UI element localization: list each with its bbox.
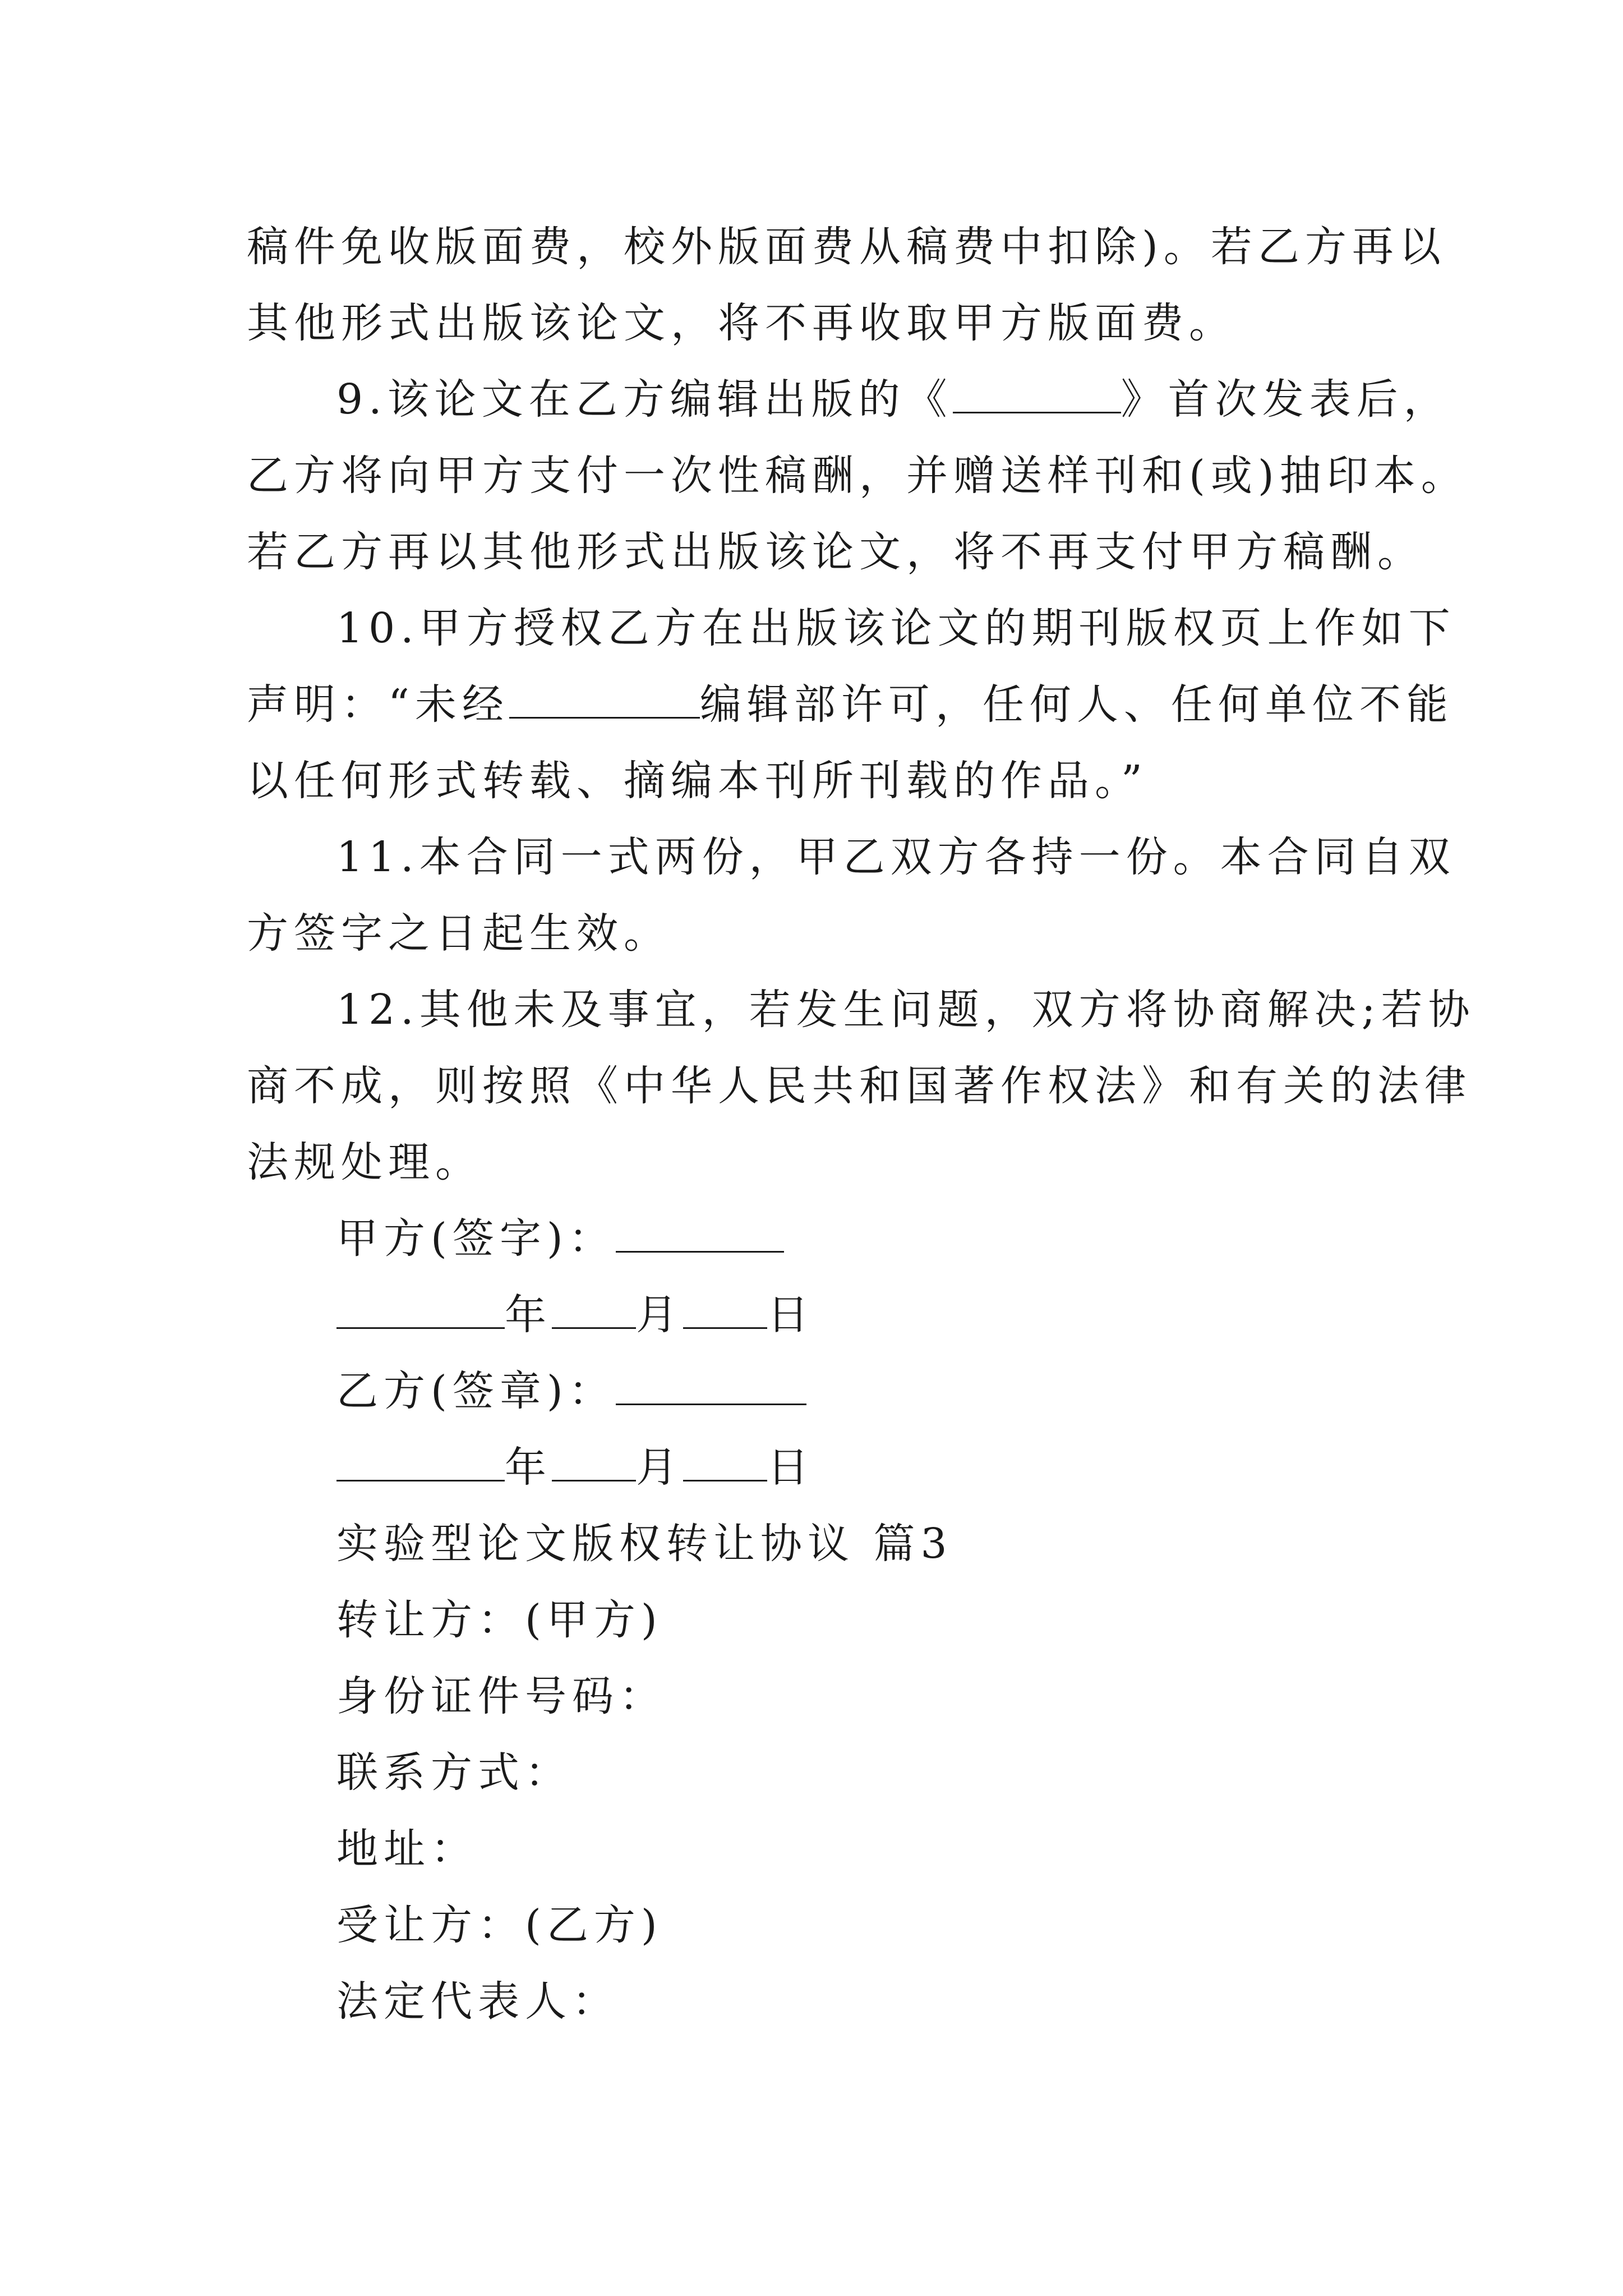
para9-text-b: 》首次发表后， <box>1121 375 1451 424</box>
section3-title: 实验型论文版权转让协议 篇3 <box>336 1520 953 1568</box>
party-b-signature-line <box>247 1353 1391 1429</box>
para11-line1: 11.本合同一式两份，甲乙双方各持一份。本合同自双 <box>336 833 1456 881</box>
party-b-month-blank <box>552 1438 636 1481</box>
month-label: 月 <box>636 1443 683 1492</box>
para10-text-a: 声明：“未经 <box>247 680 509 729</box>
month-label: 月 <box>636 1291 683 1339</box>
party-b-year-blank <box>336 1438 505 1481</box>
para10-line2 <box>247 666 1454 743</box>
party-a-label: 甲方(签字)： <box>336 1214 616 1263</box>
year-label: 年 <box>505 1443 552 1492</box>
party-a-month-blank <box>552 1286 636 1329</box>
para9-line2: 乙方将向甲方支付一次性稿酬，并赠送样刊和(或)抽印本。 <box>247 452 1468 500</box>
party-b-day-blank <box>683 1438 767 1481</box>
document-body <box>247 209 1476 2040</box>
para10-text-b: 编辑部许可，任何人、任何单位不能 <box>699 680 1454 729</box>
para9-text-a: 9.该论文在乙方编辑出版的《 <box>336 375 953 424</box>
para8-line1: 稿件免收版面费，校外版面费从稿费中扣除)。若乙方再以 <box>247 223 1446 271</box>
party-b-signature-blank <box>616 1362 806 1405</box>
party-a-signature-line <box>247 1200 1391 1277</box>
para8-line2: 其他形式出版该论文，将不再收取甲方版面费。 <box>247 299 1236 347</box>
journal-name-blank <box>953 370 1121 413</box>
para12-line3: 法规处理。 <box>247 1138 482 1186</box>
para9-line1 <box>247 361 1451 438</box>
contact-line: 联系方式： <box>336 1749 572 1797</box>
id-number-line: 身份证件号码： <box>336 1672 666 1720</box>
party-a-year-blank <box>336 1286 505 1329</box>
party-b-date-line <box>247 1429 1391 1506</box>
para10-line3: 以任何形式转载、摘编本刊所刊载的作品。” <box>247 757 1148 805</box>
transferee-line: 受让方：(乙方) <box>336 1901 663 1949</box>
party-a-signature-blank <box>616 1209 784 1253</box>
day-label: 日 <box>767 1443 814 1492</box>
party-a-date-line <box>247 1277 1391 1353</box>
para10-line1: 10.甲方授权乙方在出版该论文的期刊版权页上作如下 <box>336 604 1456 652</box>
year-label: 年 <box>505 1291 552 1339</box>
para12-line1: 12.其他未及事宜，若发生问题，双方将协商解决;若协 <box>336 986 1476 1034</box>
para9-line3: 若乙方再以其他形式出版该论文，将不再支付甲方稿酬。 <box>247 528 1424 576</box>
editorial-name-blank <box>509 675 700 719</box>
address-line: 地址： <box>336 1825 478 1873</box>
day-label: 日 <box>767 1291 814 1339</box>
party-b-label: 乙方(签章)： <box>336 1367 616 1415</box>
legal-rep-line: 法定代表人： <box>336 1977 619 2026</box>
para12-line2: 商不成，则按照《中华人民共和国著作权法》和有关的法律 <box>247 1062 1472 1110</box>
para11-line2: 方签字之日起生效。 <box>247 909 671 958</box>
party-a-day-blank <box>683 1286 767 1329</box>
transferor-line: 转让方：(甲方) <box>336 1596 663 1644</box>
